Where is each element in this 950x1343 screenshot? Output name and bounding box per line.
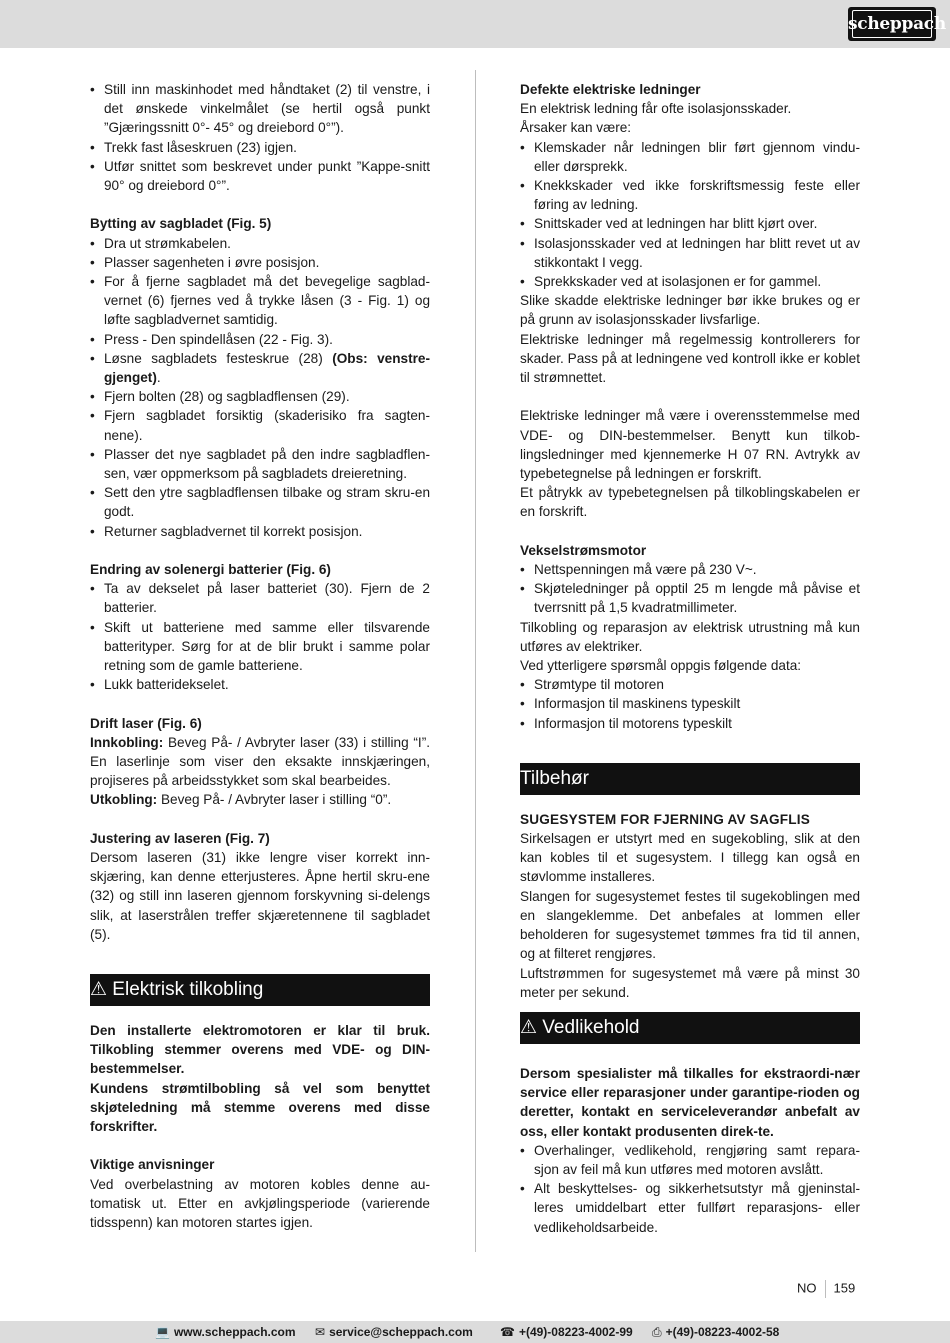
language-code: NO xyxy=(797,1280,817,1296)
footer-fax xyxy=(652,1321,779,1343)
ac-data-list xyxy=(520,675,860,733)
list-item: • Sett den ytre sagbladflensen tilbake og stram skru-en godt. xyxy=(90,483,430,521)
section-heading-suction: SUGESYSTEM FOR FJERNING AV SAGFLIS xyxy=(520,811,811,827)
list-item: • Skift ut batteriene med samme eller tilsvarende batterityper. Sørg for at de blir brukt i samme polar retning som de gamle batteriene. xyxy=(90,618,430,676)
ac-paragraph-2: Ved ytterligere spørsmål oppgis følgende data: xyxy=(520,658,802,674)
list-item: • Fjern sagbladet forsiktig (skaderisiko fra sagten-nene). xyxy=(90,406,430,444)
list-item: • Alt beskyttelses- og sikkerhetsutstyr må gjeninstal-leres umiddelbart etter fullført reparasjons- eller vedlikeholdsarbeide. xyxy=(520,1179,860,1237)
list-item: • Dra ut strømkabelen. xyxy=(90,234,430,253)
envelope-icon: ✉ xyxy=(315,1325,326,1339)
section-heading-blade: Bytting av sagbladet (Fig. 5) xyxy=(90,216,272,232)
fax-text: +(49)-08223-4002-58 xyxy=(665,1325,780,1339)
defect-intro-1: En elektrisk ledning får ofte isolasjonsskader. xyxy=(520,101,792,117)
section-heading-defect: Defekte elektriske ledninger xyxy=(520,82,701,97)
page-number xyxy=(797,1280,855,1298)
list-item: • Fjern bolten (28) og sagbladflensen (29). xyxy=(90,387,430,406)
list-item: • Utfør snittet som beskrevet under punkt ”Kappe-snitt 90° og dreiebord 0°”. xyxy=(90,157,430,195)
section-heading-battery: Endring av solenergi batterier (Fig. 6) xyxy=(90,562,331,578)
blade-list xyxy=(90,234,430,541)
suction-paragraph-2: Slangen for sugesystemet festes til sugekoblingen med en slangeklemme. Det anbefales at lommen eller beholderen for sugesystemet tømmes fra tid til annen, og at filteret rengjøres. xyxy=(520,888,860,962)
defect-paragraph-1: Slike skadde elektriske ledninger bør ikke brukes og er på grunn av isolasjonsskader livsfarlige. xyxy=(520,293,860,328)
fax-icon: ⎙ xyxy=(652,1325,662,1339)
phone-text: +(49)-08223-4002-99 xyxy=(518,1325,633,1339)
vde-paragraph-1: Elektriske ledninger må være i overensstemmelse med VDE- og DIN-bestemmelser. Benytt kun tilkob-lingsledninger med kjennemerke H 07 RN. Avtrykk av typebetegnelse på ledningen er forskrift. xyxy=(520,408,860,482)
list-item: • Nettspenningen må være på 230 V~. xyxy=(520,560,860,579)
list-item: • Sprekkskader ved at isolasjonen er for gammel. xyxy=(520,272,860,291)
electric-banner: ⚠ Elektrisk tilkobling xyxy=(90,974,430,1006)
phone-icon: ☎ xyxy=(500,1325,515,1339)
laser-off-text: Beveg På- / Avbryter laser i stilling “0”. xyxy=(157,792,392,808)
list-item: • Knekkskader ved ikke forskriftsmessig feste eller føring av ledning. xyxy=(520,176,860,214)
list-item: • Still inn maskinhodet med håndtaket (2) til venstre, i det ønskede vinkelmålet (se hertil også punkt ”Gjæringssnitt 0°- 45° og dreiebord 0°”). xyxy=(90,80,430,138)
maintenance-banner: ⚠ Vedlikehold xyxy=(520,1012,860,1044)
header-bar xyxy=(0,0,950,48)
computer-icon: 💻 xyxy=(155,1325,170,1339)
list-item: • Ta av dekselet på laser batteriet (30). Fjern de 2 batterier. xyxy=(90,579,430,617)
ac-list xyxy=(520,560,860,618)
maintenance-bold: Dersom spesialister må tilkalles for ekstraordi-nær service eller reparasjoner under garantipe-rioden og deretter, kontakt en serviceleverandør anbefalt av oss, eller kontakt produsenten direk-te. xyxy=(520,1065,860,1139)
defect-intro-2: Årsaker kan være: xyxy=(520,120,632,136)
laser-on-paragraph xyxy=(90,733,430,791)
ac-paragraph-1: Tilkobling og reparasjon av elektrisk utrustning må kun utføres av elektriker. xyxy=(520,619,860,654)
vde-paragraph-2: Et påtrykk av typebetegnelsen på tilkoblingskabelen er en forskrift. xyxy=(520,485,860,520)
list-item xyxy=(90,349,430,387)
list-item: • Press - Den spindellåsen (22 - Fig. 3). xyxy=(90,330,430,349)
loosen-text: Løsne sagbladets festeskrue (28) xyxy=(104,350,333,366)
website-text: www.scheppach.com xyxy=(173,1325,296,1339)
page-number-value: 159 xyxy=(833,1280,856,1296)
important-paragraph: Ved overbelastning av motoren kobles denne au-tomatisk ut. Etter en avkjølingsperiode (varierende tidsspenn) kan motoren startes igjen. xyxy=(90,1176,430,1231)
loosen-end: . xyxy=(156,370,161,386)
electric-bold-1: Den installerte elektromotoren er klar til bruk. Tilkobling stemmer overens med VDE- og DIN-bestemmelser. xyxy=(90,1023,430,1077)
laser-off-label: Utkobling: xyxy=(90,792,158,808)
intro-list xyxy=(90,80,430,195)
list-item: • Trekk fast låseskruen (23) igjen. xyxy=(90,138,430,157)
list-item: • Snittskader ved at ledningen har blitt kjørt over. xyxy=(520,214,860,233)
list-item: • Lukk batteridekselet. xyxy=(90,675,430,694)
laser-on-label: Innkobling: xyxy=(90,734,164,750)
laser-off-paragraph xyxy=(90,790,430,809)
section-heading-adjust: Justering av laseren (Fig. 7) xyxy=(90,830,270,846)
footer-email[interactable] xyxy=(315,1321,473,1343)
defect-paragraph-2: Elektriske ledninger må regelmessig kontrollerers for skader. Pass på at ledningene ved kontroll ikke er koblet til strømnettet. xyxy=(520,331,860,386)
electric-bold-2: Kundens strømtilbobling så vel som benyttet skjøteledning må stemme overens med disse forskrifter. xyxy=(90,1080,430,1135)
defect-list xyxy=(520,138,860,292)
email-text: service@scheppach.com xyxy=(329,1325,473,1339)
scheppach-logo: scheppach xyxy=(848,7,936,41)
section-heading-ac-motor: Vekselstrømsmotor xyxy=(520,542,647,558)
list-item: • Informasjon til motorens typeskilt xyxy=(520,714,860,733)
list-item: • Plasser sagenheten i øvre posisjon. xyxy=(90,253,430,272)
right-column xyxy=(520,80,860,1237)
list-item: • For å fjerne sagbladet må det bevegelige sagblad-vernet (6) fjernes ved å trykke låsen (3 - Fig. 1) og løfte sagbladvernet samtidig. xyxy=(90,272,430,330)
laser-on-text: Beveg På- / Avbryter laser (33) i stilling “I”. En laserlinje som viser den eksakte innskjæringen, projiseres på arbeidsstykket som skal bearbeides. xyxy=(90,734,430,789)
list-item: • Plasser det nye sagbladet på den indre sagbladflen-sen, vær oppmerksom på sagbladets dreieretning. xyxy=(90,445,430,483)
footer-phone xyxy=(500,1321,633,1343)
list-item: • Overhalinger, vedlikehold, rengjøring samt repara-sjon av feil må kun utføres med motoren avslått. xyxy=(520,1141,860,1179)
suction-paragraph-3: Luftstrømmen for sugesystemet må være på minst 30 meter per sekund. xyxy=(520,965,860,1000)
adjust-paragraph: Dersom laseren (31) ikke lengre viser korrekt inn-skjæring, kan denne etterjusteres. Åpne hertil skru-ene (32) og still inn laseren gjennom forskyvning si-delengs slik, at laserstrålen treffer skjæretennene til sagbladet (5). xyxy=(90,850,430,942)
list-item: • Skjøteledninger på opptil 25 m lengde må påvise et tverrsnitt på 1,5 kvadratmillimeter. xyxy=(520,579,860,617)
section-heading-important: Viktige anvisninger xyxy=(90,1157,215,1173)
section-heading-laser: Drift laser (Fig. 6) xyxy=(90,715,202,731)
list-item: • Strømtype til motoren xyxy=(520,675,860,694)
maintenance-list xyxy=(520,1141,860,1237)
accessories-banner: Tilbehør xyxy=(520,763,860,795)
loosen-warning: (Obs: venstre-gjenget) xyxy=(104,350,431,386)
list-item: • Returner sagbladvernet til korrekt posisjon. xyxy=(90,522,430,541)
footer-bar xyxy=(0,1321,950,1343)
column-divider xyxy=(475,70,476,1252)
footer-website[interactable] xyxy=(155,1321,296,1343)
left-column xyxy=(90,80,430,1232)
battery-list xyxy=(90,579,430,694)
list-item: • Informasjon til maskinens typeskilt xyxy=(520,694,860,713)
list-item: • Isolasjonsskader ved at ledningen har blitt revet ut av stikkontakt I vegg. xyxy=(520,234,860,272)
list-item: • Klemskader når ledningen blir ført gjennom vindu-eller dørsprekk. xyxy=(520,138,860,176)
suction-paragraph-1: Sirkelsagen er utstyrt med en sugekobling, slik at den kan kobles til et sugesystem. I tillegg kan også en støvlomme installeres. xyxy=(520,831,860,885)
